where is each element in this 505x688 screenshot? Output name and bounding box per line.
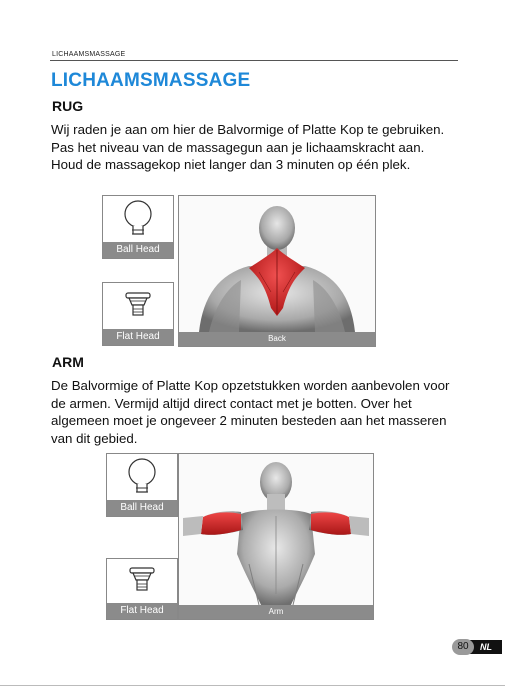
flat-head-label: Flat Head	[107, 603, 177, 619]
language-badge: NL	[470, 640, 502, 654]
back-image-box	[178, 195, 376, 347]
flat-head-box-rug	[102, 282, 174, 346]
ball-head-label: Ball Head	[103, 242, 173, 258]
back-caption: Back	[179, 332, 375, 346]
flat-head-box-arm	[106, 558, 178, 620]
section-text-arm: De Balvormige of Platte Kop opzetstukken worden aanbevolen voor de armen. Vermijd altijd direct contact met je botten. Over het algemeen moet je ongeveer 2 minuten besteden aan het masseren van dit gebied.	[51, 378, 450, 446]
arm-caption: Arm	[179, 605, 373, 619]
page-number: 80	[452, 639, 474, 655]
ball-head-icon	[122, 454, 162, 500]
section-text-rug: Wij raden je aan om hier de Balvormige of Platte Kop te gebruiken. Pas het niveau van de massagegun aan je lichaamskracht aan. Houd de massagekop niet langer dan 3 minuten op één plek.	[51, 122, 445, 172]
arm-muscle-figure	[179, 454, 373, 605]
section-title-arm: ARM	[52, 354, 84, 370]
flat-head-icon	[122, 559, 162, 603]
section-title-rug: RUG	[52, 98, 84, 114]
header-rule	[50, 60, 458, 61]
flat-head-icon	[118, 283, 158, 329]
page-number-tab	[452, 639, 502, 655]
page-title: LICHAAMSMASSAGE	[51, 70, 251, 91]
running-head: LICHAAMSMASSAGE	[52, 51, 126, 58]
ball-head-box-rug	[102, 195, 174, 259]
arm-image-box	[178, 453, 374, 620]
back-muscle-figure	[179, 196, 375, 332]
flat-head-label: Flat Head	[103, 329, 173, 345]
bottom-rule	[0, 685, 505, 686]
ball-head-label: Ball Head	[107, 500, 177, 516]
ball-head-box-arm	[106, 453, 178, 517]
ball-head-icon	[118, 196, 158, 242]
